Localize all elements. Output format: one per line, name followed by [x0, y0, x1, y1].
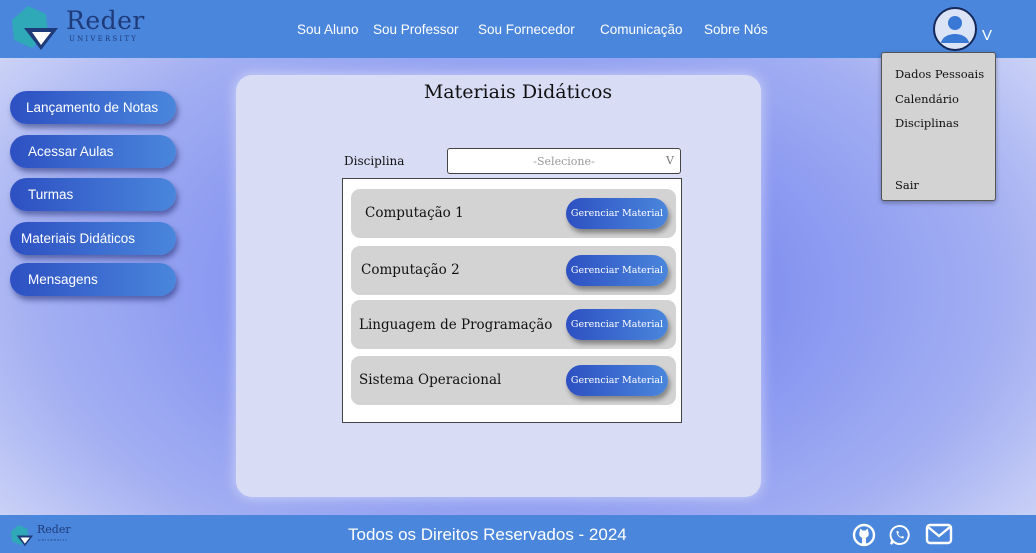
mail-icon[interactable]: [925, 523, 953, 545]
manage-material-button[interactable]: Gerenciar Material: [566, 198, 668, 229]
page-footer: [0, 515, 1036, 553]
menu-item-dados-pessoais[interactable]: Dados Pessoais: [895, 67, 985, 81]
github-icon[interactable]: [852, 523, 876, 547]
disciplina-select[interactable]: [447, 148, 681, 174]
course-row: [351, 300, 676, 349]
manage-material-button[interactable]: Gerenciar Material: [566, 309, 668, 340]
manage-material-button[interactable]: Gerenciar Material: [566, 255, 668, 286]
nav-sou-professor[interactable]: Sou Professor: [373, 22, 459, 37]
menu-item-sair[interactable]: Sair: [895, 178, 919, 192]
nav-sou-fornecedor[interactable]: Sou Fornecedor: [478, 22, 575, 37]
copyright-text: Todos os Direitos Reservados - 2024: [348, 525, 627, 544]
manage-material-button[interactable]: Gerenciar Material: [566, 365, 668, 396]
course-row: [351, 356, 676, 405]
course-name: Computação 2: [361, 262, 460, 278]
top-header: [0, 0, 1036, 58]
menu-item-disciplinas[interactable]: Disciplinas: [895, 116, 959, 130]
course-name: Sistema Operacional: [359, 372, 502, 388]
course-row: [351, 246, 676, 295]
sidebar-item-lancamento-de-notas[interactable]: Lançamento de Notas: [10, 91, 176, 124]
nav-sou-aluno[interactable]: Sou Aluno: [297, 22, 359, 37]
footer-brand-subtitle: UNIVERSITY: [38, 538, 69, 542]
course-list: [342, 178, 682, 423]
menu-item-calendario[interactable]: Calendário: [895, 92, 959, 106]
brand-name: Reder: [66, 6, 145, 35]
sidebar-item-turmas[interactable]: Turmas: [10, 178, 176, 211]
user-avatar[interactable]: [933, 7, 977, 51]
user-menu-caret-icon[interactable]: V: [982, 27, 993, 44]
whatsapp-icon[interactable]: [888, 523, 912, 547]
course-name: Linguagem de Programação: [359, 317, 553, 333]
sidebar-item-materiais-didaticos[interactable]: Materiais Didáticos: [10, 222, 176, 255]
sidebar-item-mensagens[interactable]: Mensagens: [10, 263, 176, 296]
user-icon: [935, 9, 975, 49]
logo-hexagon-icon: [8, 4, 62, 54]
footer-brand-name: Reder: [37, 523, 71, 536]
disciplina-label: Disciplina: [344, 154, 405, 168]
sidebar-item-acessar-aulas[interactable]: Acessar Aulas: [10, 135, 176, 168]
nav-sobre-nos[interactable]: Sobre Nós: [704, 22, 768, 37]
footer-logo-icon: [8, 524, 36, 548]
user-dropdown-menu: [881, 52, 996, 201]
brand-subtitle: UNIVERSITY: [69, 35, 139, 43]
course-name: Computação 1: [365, 205, 464, 221]
brand-logo[interactable]: [8, 4, 148, 54]
course-row: [351, 189, 676, 238]
select-placeholder: -Selecione-: [533, 155, 595, 168]
chevron-down-icon: V: [666, 154, 674, 167]
page-title: Materiais Didáticos: [423, 81, 613, 103]
nav-comunicacao[interactable]: Comunicação: [600, 22, 683, 37]
